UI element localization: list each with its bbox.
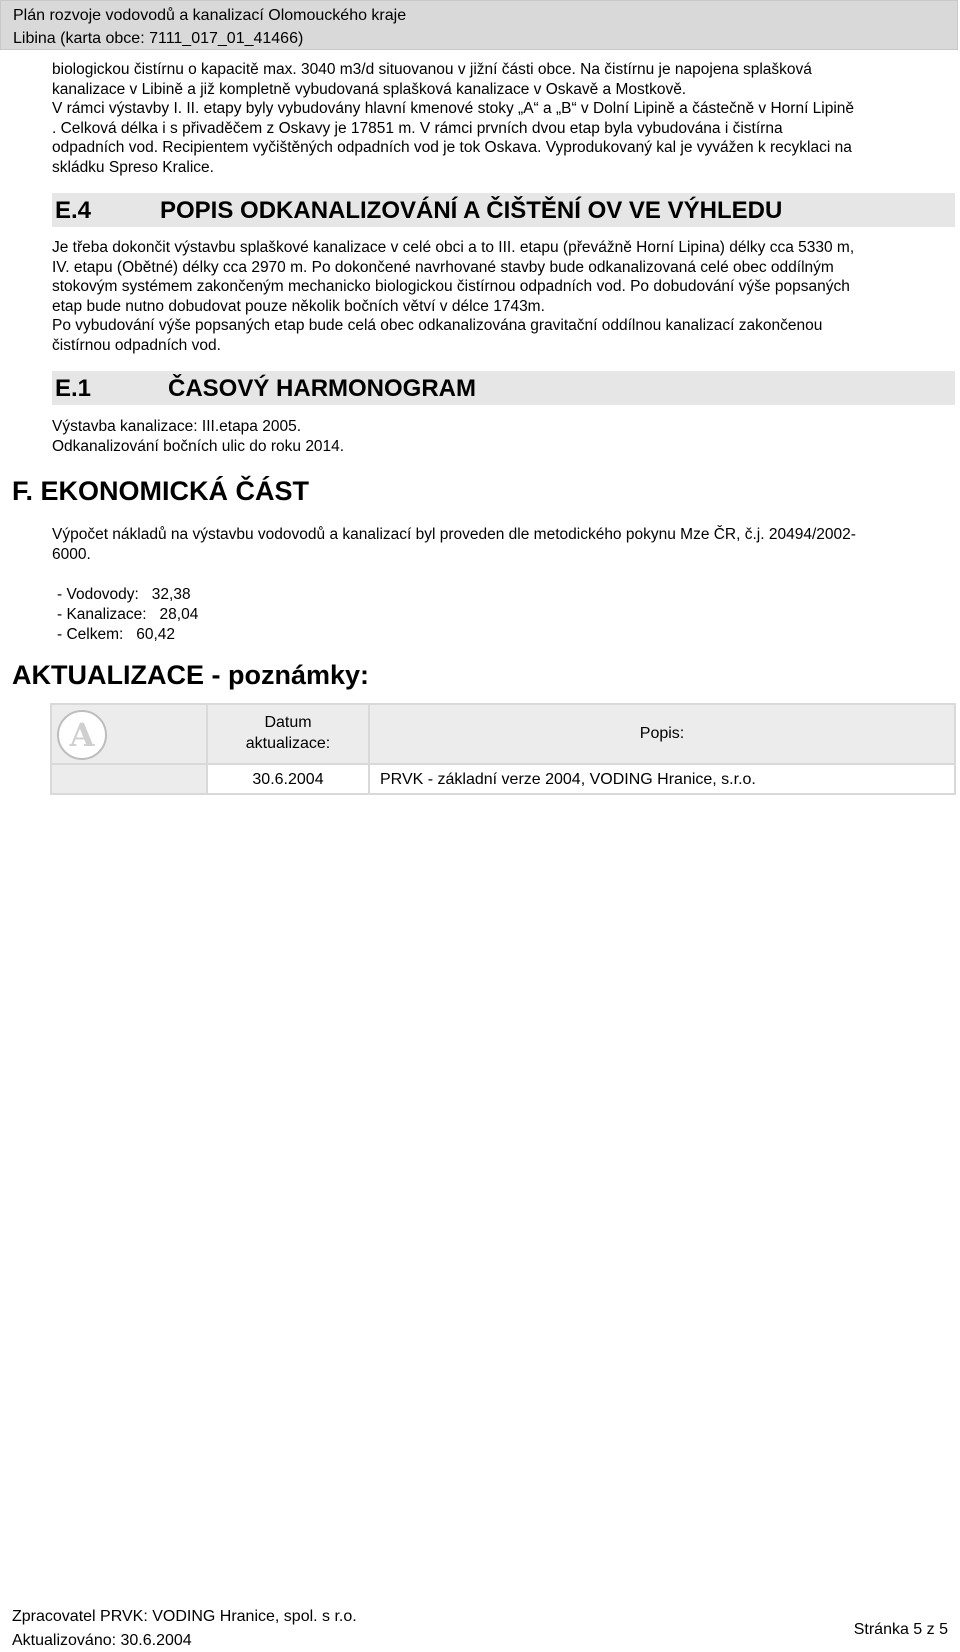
e1-line: Výstavba kanalizace: III.etapa 2005. (52, 418, 302, 435)
header-date-cell (208, 705, 368, 763)
section-e1-heading (52, 371, 955, 405)
header-title: Plán rozvoje vodovodů a kanalizací Olomouckého kraje (13, 7, 407, 24)
column-header-date (208, 712, 368, 754)
e4-line: IV. etapu (Obětné) délky cca 2970 m. Po dokončené navrhované stavby bude odkanalizovaná celé obec oddílným (52, 258, 834, 276)
cost-item: - Vodovody: 32,38 (57, 586, 191, 603)
f-line: Výpočet nákladů na výstavbu vodovodů a kanalizací byl proveden dle metodického pokynu Mze ČR, č.j. 20494/2002- (52, 526, 856, 543)
column-header-date-line1: Datum (264, 714, 312, 731)
section-title: ČASOVÝ HARMONOGRAM (168, 375, 477, 402)
aktualizace-logo-icon (56, 709, 108, 761)
e4-line: čistírnou odpadních vod. (52, 336, 221, 354)
cost-item: - Kanalizace: 28,04 (57, 606, 199, 623)
section-f-heading: F. EKONOMICKÁ ČÁST (12, 476, 309, 506)
e4-line: stokovým systémem zakončeným mechanicko biologickou čistírnou odpadních vod. Po dobudování výše popsaných (52, 278, 850, 295)
cost-item: - Celkem: 60,42 (57, 626, 176, 643)
row-blank-cell (52, 765, 206, 793)
column-header-desc: Popis: (639, 725, 685, 742)
section-e4-heading (52, 193, 955, 227)
section-f-paragraph (52, 525, 947, 564)
section-e1-paragraph (52, 417, 947, 456)
intro-line: kanalizace v Libině a již kompletně vybudovaná splašková kanalizace v Oskavě a Mostkově. (52, 80, 687, 98)
intro-line: biologickou čistírnu o kapacitě max. 3040 m3/d situovanou v jižní části obce. Na čistírnu je napojena splašková (52, 61, 812, 78)
table-row-desc: PRVK - základní verze 2004, VODING Hranice, s.r.o. (380, 771, 756, 788)
e4-line: Je třeba dokončit výstavbu splaškové kanalizace v celé obci a to III. etapu (převážně Horní Lipina) délky cca 5330 m, (52, 239, 855, 256)
row-desc-cell (370, 765, 954, 793)
intro-line: . Celková délka i s přivaděčem z Oskavy je 17851 m. V rámci prvních dvou etap byla vybudována i čistírna (52, 119, 783, 137)
column-header-date-line2: aktualizace: (245, 735, 331, 752)
section-number: E.1 (55, 375, 92, 402)
logo-cell (52, 705, 206, 763)
section-number: E.4 (55, 197, 92, 224)
intro-line: odpadních vod. Recipientem vyčištěných odpadních vod je tok Oskava. Vyprodukovaný kal je vyvážen k recyklaci na (52, 139, 852, 156)
e4-line: etap bude nutno dobudovat pouze několik bočních větví v délce 1743m. (52, 297, 545, 315)
aktualizace-table (50, 703, 956, 795)
intro-line: V rámci výstavby I. II. etapy byly vybudovány hlavní kmenové stoky „A“ a „B“ v Dolní Lipině a částečně v Horní Lipině (52, 100, 855, 117)
intro-line: skládku Spreso Kralice. (52, 158, 214, 176)
f-line: 6000. (52, 545, 91, 563)
header-desc-cell (370, 705, 954, 763)
section-e4-paragraph (52, 238, 947, 355)
section-title: POPIS ODKANALIZOVÁNÍ A ČIŠTĚNÍ OV VE VÝHLEDU (160, 197, 783, 224)
footer-author: Zpracovatel PRVK: VODING Hranice, spol. s r.o. (12, 1608, 357, 1625)
aktualizace-heading: AKTUALIZACE - poznámky: (12, 660, 369, 690)
header-subtitle: Libina (karta obce: 7111_017_01_41466) (13, 30, 304, 47)
table-row-date: 30.6.2004 (252, 771, 324, 788)
e4-line: Po vybudování výše popsaných etap bude celá obec odkanalizována gravitační oddílnou kanalizací zakončenou (52, 317, 823, 334)
page-number: Stránka 5 z 5 (853, 1621, 948, 1638)
svg-text:A: A (69, 716, 95, 754)
e1-line: Odkanalizování bočních ulic do roku 2014. (52, 437, 345, 455)
intro-paragraph (52, 60, 947, 177)
page-header (0, 0, 958, 50)
row-date-cell (208, 765, 368, 793)
footer-updated: Aktualizováno: 30.6.2004 (12, 1632, 192, 1649)
